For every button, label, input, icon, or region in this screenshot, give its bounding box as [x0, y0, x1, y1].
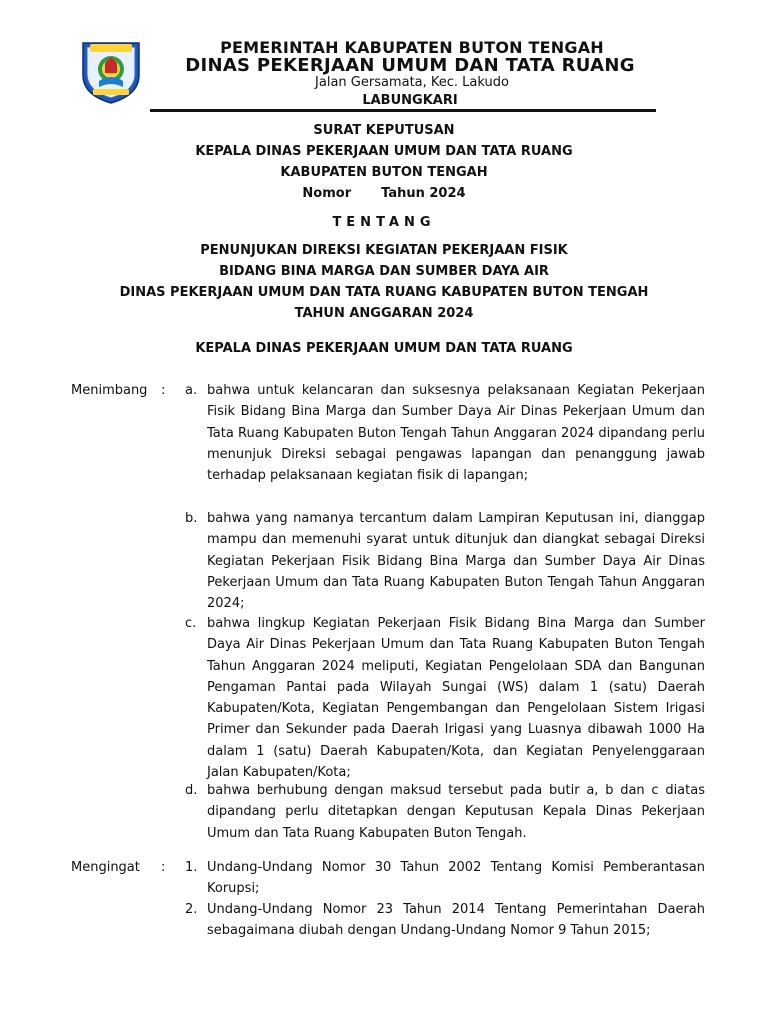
decree-subject-line: BIDANG BINA MARGA DAN SUMBER DAYA AIR [219, 264, 549, 279]
decree-subject-line: TAHUN ANGGARAN 2024 [294, 306, 474, 321]
letterhead-divider [150, 109, 656, 112]
decree-number-line [0, 186, 768, 201]
mengingat-colon: : [161, 860, 166, 875]
decree-type: SURAT KEPUTUSAN [313, 123, 455, 138]
menimbang-label: Menimbang [71, 383, 148, 398]
menimbang-colon: : [161, 383, 166, 398]
menimbang-item-marker: a. [185, 383, 198, 398]
letterhead [0, 0, 768, 112]
mengingat-item-text: Undang-Undang Nomor 30 Tahun 2002 Tentang Komisi Pemberantasan Korupsi; [207, 860, 705, 897]
mengingat-item-marker: 1. [185, 860, 198, 875]
department-address: Jalan Gersamata, Kec. Lakudo [315, 75, 509, 90]
menimbang-item-text: bahwa lingkup Kegiatan Pekerjaan Fisik Bidang Bina Marga dan Sumber Daya Air Dinas Pekerjaan Umum dan Tata Ruang Kabupaten Buton Tengah Tahun Anggaran 2024 meliputi, Kegiatan Pengelolaan SDA dan Bangunan Pengaman Pantai pada Wilayah Sungai (WS) dalam 1 (satu) Daerah Kabupaten/Kota, Kegiatan Pengembangan dan Pengelolaan Sistem Irigasi Primer dan Sekunder pada Daerah Irigasi yang Luasnya dibawah 1000 Ha dalam 1 (satu) Daerah Kabupaten/Kota, dan Kegiatan Penyelenggaraan Jalan Kabupaten/Kota; [207, 616, 705, 781]
menimbang-item-marker: d. [185, 783, 198, 798]
decree-region: KABUPATEN BUTON TENGAH [280, 165, 488, 180]
decree-issuer: KEPALA DINAS PEKERJAAN UMUM DAN TATA RUANG [195, 144, 573, 159]
menimbang-item-marker: b. [185, 511, 198, 526]
decree-subject-line: DINAS PEKERJAAN UMUM DAN TATA RUANG KABUPATEN BUTON TENGAH [119, 285, 649, 300]
mengingat-item-marker: 2. [185, 902, 198, 917]
menimbang-item-text: bahwa yang namanya tercantum dalam Lampiran Keputusan ini, dianggap mampu dan memenuhi syarat untuk ditunjuk dan diangkat sebagai Direksi Kegiatan Pekerjaan Fisik Bidang Bina Marga dan Sumber Daya Air Dinas Pekerjaan Umum dan Tata Ruang Kabupaten Buton Tengah Tahun Anggaran 2024; [207, 511, 705, 612]
department-name: DINAS PEKERJAAN UMUM DAN TATA RUANG [185, 55, 635, 76]
decree-number-label: Nomor [302, 186, 352, 201]
government-name: PEMERINTAH KABUPATEN BUTON TENGAH [220, 38, 604, 57]
menimbang-item-marker: c. [185, 616, 197, 631]
decree-subject-line: PENUNJUKAN DIREKSI KEGIATAN PEKERJAAN FISIK [200, 243, 568, 258]
menimbang-item-text: bahwa untuk kelancaran dan suksesnya pelaksanaan Kegiatan Pekerjaan Fisik Bidang Bina Marga dan Sumber Daya Air Dinas Pekerjaan Umum dan Tata Ruang Kabupaten Buton Tengah Tahun Anggaran 2024 dipandang perlu menunjuk Direksi sebagai pengawas lapangan dan penanggung jawab terhadap pelaksanaan kegiatan fisik di lapangan; [207, 383, 705, 484]
menimbang-item-text: bahwa berhubung dengan maksud tersebut pada butir a, b dan c diatas dipandang perlu ditetapkan dengan Keputusan Kepala Dinas Pekerjaan Umum dan Tata Ruang Kabupaten Buton Tengah. [207, 783, 705, 841]
department-city: LABUNGKARI [362, 93, 458, 108]
mengingat-item-text: Undang-Undang Nomor 23 Tahun 2014 Tentang Pemerintahan Daerah sebagaimana diubah dengan Undang-Undang Nomor 9 Tahun 2015; [207, 902, 705, 939]
decree-authority: KEPALA DINAS PEKERJAAN UMUM DAN TATA RUANG [195, 341, 573, 356]
decree-year: Tahun 2024 [381, 186, 466, 201]
decree-about-label: TENTANG [332, 215, 436, 230]
mengingat-label: Mengingat [71, 860, 140, 875]
